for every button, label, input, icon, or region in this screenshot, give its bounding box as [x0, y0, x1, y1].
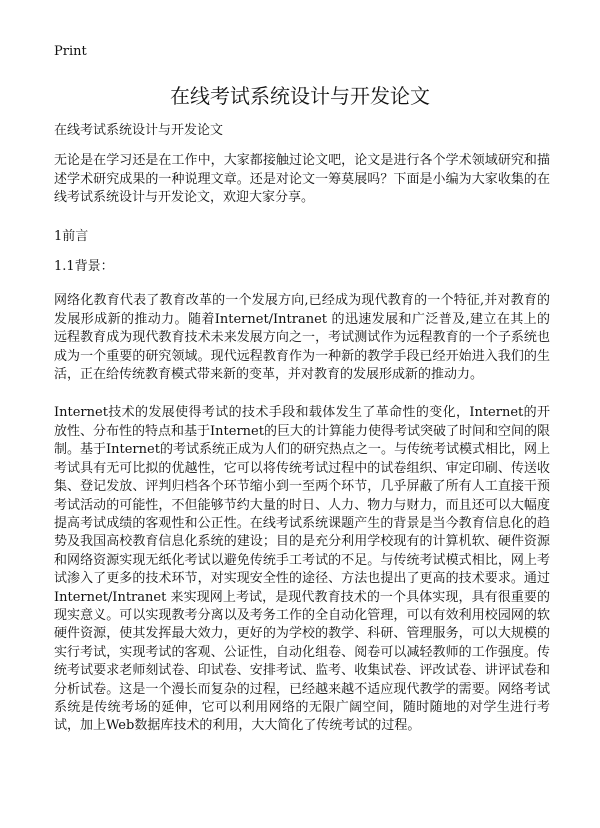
subsection-heading: 1.1背景：: [54, 259, 114, 275]
section-heading: 1前言: [54, 228, 89, 244]
body-paragraph: Internet技术的发展使得考试的技术手段和载体发生了革命性的变化，Internet的开放性、分布性的特点和基于Internet的巨大的计算能力使得考试突破了时间和空间的限制。基于Internet的考试系统正成为人们的研究热点之一。与传统考试模式相比，网上考试具有无可比拟的优越性，它可以将传统考试过程中的试卷组织、审定印刷、传送收集、登记发放、评判归档各个环节缩小到一至两个环节，几乎屏蔽了所有人工直接干预考试活动的可能性，不但能够节约大量的时日、人力、物力与财力，而且还可以大幅度提高考试成绩的客观性和公正性。在线考试系统课题产生的背景是当今教育信息化的趋势及我国高校教育信息化系统的建设；目的是充分利用学校现有的计算机软、硬件资源和网络资源实现无纸化考试以避免传统手工考试的不足。与传统考试模式相比，网上考试渗入了更多的技术环节，对实现安全性的途径、方法也提出了更高的技术要求。通过Internet/Intranet 来实现网上考试，是现代教育技术的一个具体实现，具有很重要的现实意义。可以实现教考分离以及考务工作的全自动化管理，可以有效利用校园网的软硬件资源，使其发挥最大效力，更好的为学校的教学、科研、管理服务，可以大规模的实行考试，实现考试的客观、公证性，自动化组卷、阅卷可以减轻教师的工作强度。传统考试要求老师刻试卷、印试卷、安排考试、监考、收集试卷、评改试卷、讲评试卷和分析试卷。这是一个漫长而复杂的过程，已经越来越不适应现代教学的需要。网络考试系统是传统考场的延伸，它可以利用网络的无限广阔空间，随时随地的对学生进行考试，加上Web数据库技术的利用，大大简化了传统考试的过程。: [54, 405, 550, 734]
document-body: [54, 122, 550, 736]
print-label: Print: [54, 44, 87, 59]
body-paragraph: 网络化教育代表了教育改革的一个发展方向,已经成为现代教育的一个特征,并对教育的发展形成新的推动力。随着Internet/Intranet 的迅速发展和广泛普及,建立在其上的远程教育成为现代教育技术未来发展方向之一，考试测试作为远程教育的一个子系统也成为一个重要的研究领域。现代远程教育作为一种新的教学手段已经开始进入我们的生活，正在给传统教育模式带来新的变革，并对教育的发展形成新的推动力。: [54, 293, 550, 383]
document-title: 在线考试系统设计与开发论文: [170, 84, 430, 108]
intro-paragraph: 无论是在学习还是在工作中，大家都接触过论文吧，论文是进行各个学术领域研究和描述学术研究成果的一种说理文章。还是对论文一筹莫展吗？下面是小编为大家收集的在线考试系统设计与开发论文，欢迎大家分享。: [54, 153, 550, 206]
document-subtitle: 在线考试系统设计与开发论文: [54, 123, 224, 138]
